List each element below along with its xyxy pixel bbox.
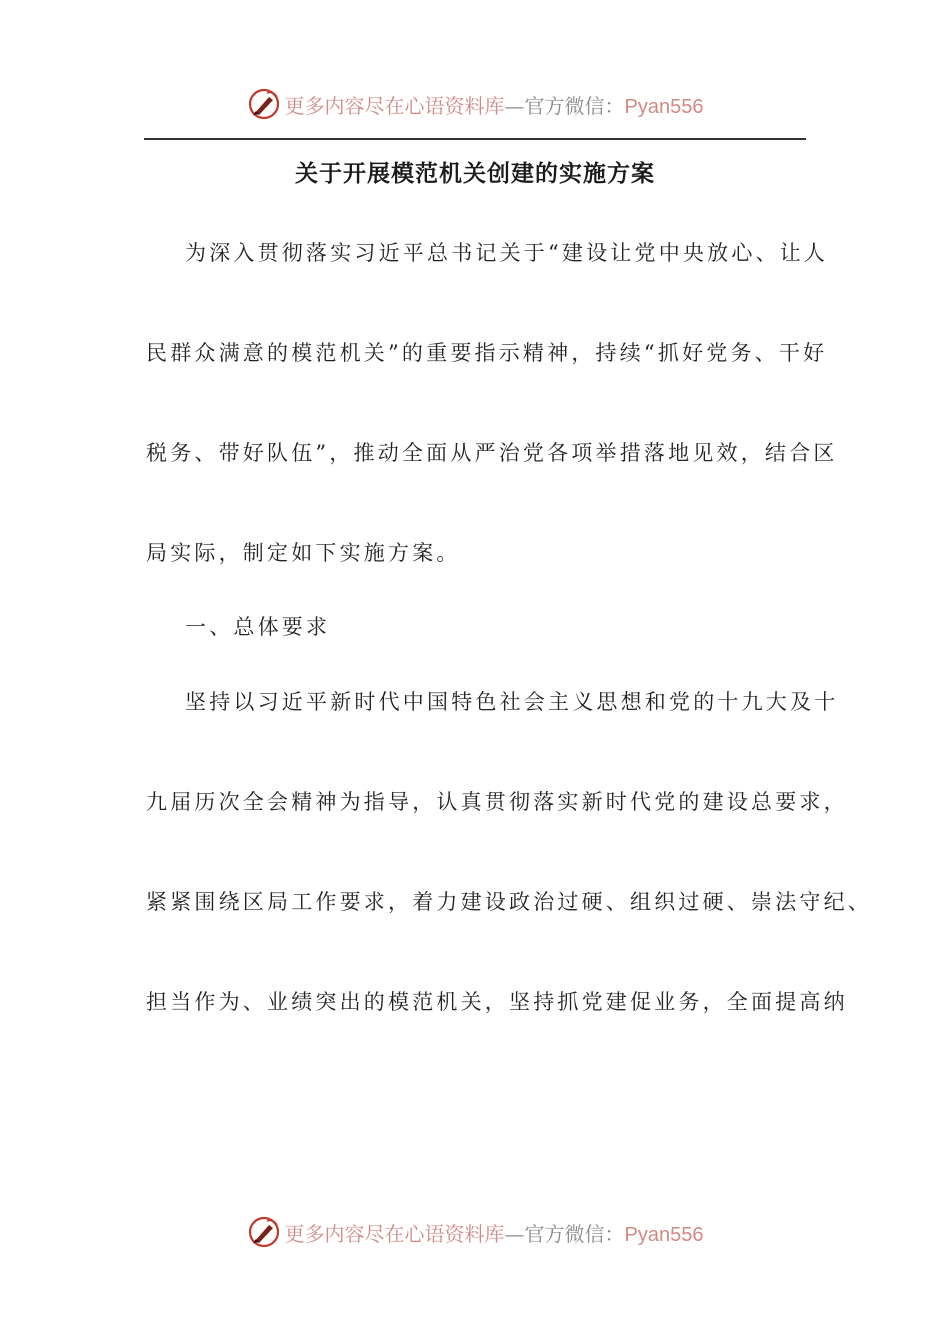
header-divider — [144, 138, 806, 140]
banner-brand: 更多内容尽在心语资料库 — [284, 1221, 505, 1246]
paragraph-line: 九届历次全会精神为指导，认真贯彻落实新时代党的建设总要求， — [146, 790, 848, 814]
banner-dash: — — [504, 1221, 525, 1246]
paragraph-line: 税务、带好队伍”，推动全面从严治党各项举措落地见效，结合区 — [146, 441, 838, 465]
paragraph-line: 紧紧围绕区局工作要求，着力建设政治过硬、组织过硬、崇法守纪、 — [146, 890, 872, 914]
banner-brand: 更多内容尽在心语资料库 — [284, 93, 505, 118]
banner-wechat-label: 官方微信： — [524, 1221, 625, 1246]
section-heading: 一、总体要求 — [185, 615, 331, 639]
header-banner — [0, 84, 950, 124]
paragraph-line: 担当作为、业绩突出的模范机关，坚持抓党建促业务，全面提高纳 — [146, 990, 848, 1014]
header-banner-text — [285, 90, 704, 119]
paragraph-line: 坚持以习近平新时代中国特色社会主义思想和党的十九大及十 — [185, 690, 839, 714]
paragraph-line: 为深入贯彻落实习近平总书记关于“建设让党中央放心、让人 — [185, 241, 829, 265]
footer-banner-text — [285, 1218, 704, 1247]
banner-dash: — — [504, 93, 525, 118]
pen-logo-icon — [247, 1215, 281, 1249]
banner-handle: Pyan556 — [624, 1223, 704, 1246]
paragraph-line: 民群众满意的模范机关”的重要指示精神，持续“抓好党务、干好 — [146, 341, 828, 365]
banner-handle: Pyan556 — [624, 95, 704, 118]
footer-banner — [0, 1212, 950, 1252]
document-title: 关于开展模范机关创建的实施方案 — [295, 161, 655, 187]
pen-logo-icon — [247, 87, 281, 121]
banner-wechat-label: 官方微信： — [524, 93, 625, 118]
paragraph-line: 局实际，制定如下实施方案。 — [146, 541, 461, 565]
